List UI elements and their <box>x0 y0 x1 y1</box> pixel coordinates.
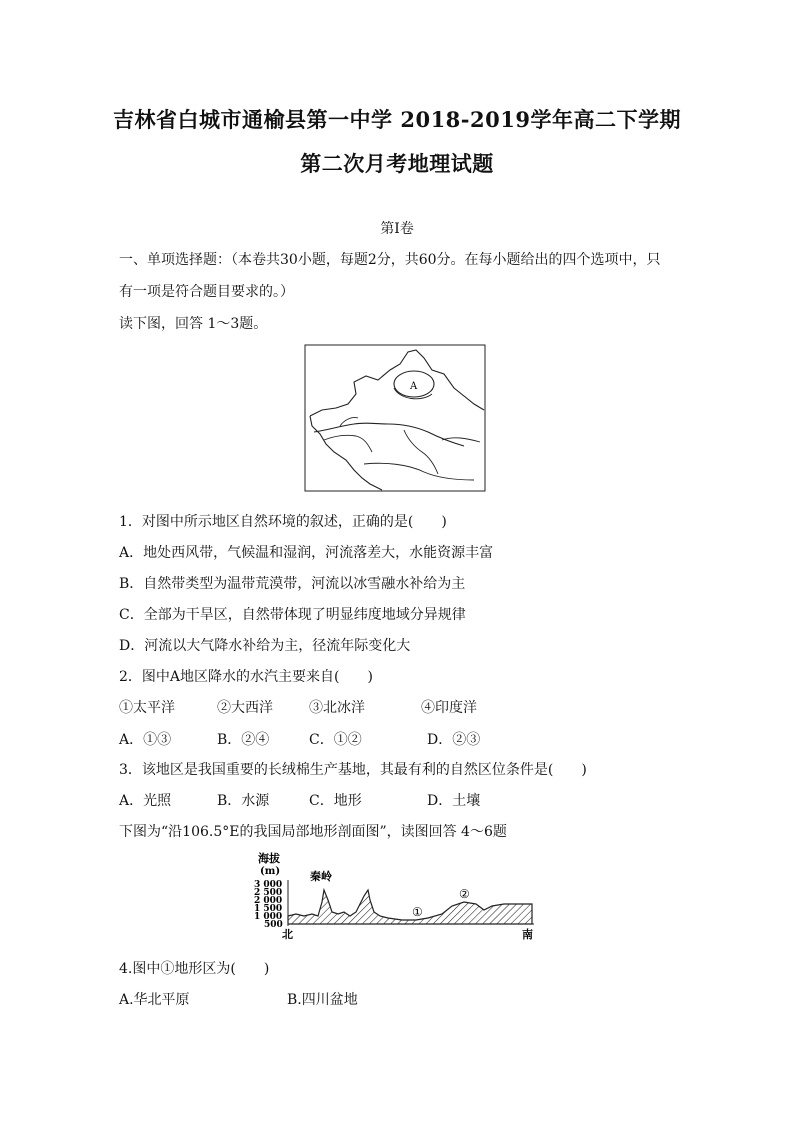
axis-title-unit: (m) <box>260 866 281 877</box>
question-3-option-a: A．光照 <box>119 793 172 809</box>
question-3-stem: 3．该地区是我国重要的长绒棉生产基地，其最有利的自然区位条件是( ) <box>119 762 587 778</box>
peak-label-qinling: 秦岭 <box>310 870 332 883</box>
tick-label-2000: 2 000 <box>254 896 283 906</box>
q2-item-1: ①太平洋 <box>119 700 175 716</box>
question-2-option-c: C．①② <box>309 732 362 748</box>
map-label-a: A <box>410 381 418 392</box>
document-title-line-2: 第二次月考地理试题 <box>300 151 494 176</box>
terrain-section <box>288 890 532 924</box>
question-1-option-a: A．地处西风带，气候温和湿润，河流落差大，水能资源丰富 <box>119 545 494 561</box>
question-2-option-b: B．②④ <box>217 732 270 748</box>
question-3-option-b: B．水源 <box>217 793 270 809</box>
question-4-option-b: B.四川盆地 <box>287 992 358 1008</box>
q2-item-3: ③北冰洋 <box>309 700 365 716</box>
tick-label-1500: 1 500 <box>254 904 283 914</box>
question-1-option-c: C．全部为干旱区，自然带体现了明显纬度地域分异规律 <box>119 607 466 623</box>
axis-title-altitude: 海拔 <box>258 852 280 865</box>
tick-label-2500: 2 500 <box>254 888 283 898</box>
question-1-option-d: D．河流以大气降水补给为主，径流年际变化大 <box>119 638 411 654</box>
question-4-stem: 4.图中①地形区为( ) <box>119 961 270 977</box>
question-1-stem: 1．对图中所示地区自然环境的叙述，正确的是( ) <box>119 514 447 530</box>
q2-item-4: ④印度洋 <box>421 700 477 716</box>
region-map <box>304 344 486 492</box>
terrain-profile <box>252 850 542 942</box>
question-2-option-a: A．①③ <box>119 732 172 748</box>
tick-label-1000: 1 000 <box>254 912 283 922</box>
question-2-stem: 2．图中A地区降水的水汽主要来自( ) <box>119 669 373 685</box>
label-north: 北 <box>282 928 293 941</box>
tick-label-500: 500 <box>264 920 283 930</box>
instructions-line-1: 一、单项选择题：（本卷共30小题，每题2分，共60分。在每小题给出的四个选项中，只 <box>119 252 661 268</box>
read-map-instruction: 读下图，回答 1～3题。 <box>119 316 268 332</box>
section-heading: 第Ⅰ卷 <box>380 221 414 237</box>
border-line <box>310 350 484 416</box>
marker-2: ② <box>459 887 470 901</box>
question-4-option-a: A.华北平原 <box>119 992 190 1008</box>
document-title-line-1: 吉林省白城市通榆县第一中学 2018-2019学年高二下学期 <box>113 107 681 132</box>
tick-label-3000: 3 000 <box>254 880 283 890</box>
profile-instruction: 下图为“沿106.5°E的我国局部地形剖面图”，读图回答 4～6题 <box>119 824 507 840</box>
question-2-option-d: D．②③ <box>427 732 481 748</box>
marker-1: ① <box>412 905 423 919</box>
question-3-option-c: C．地形 <box>309 793 362 809</box>
question-3-option-d: D．土壤 <box>427 793 481 809</box>
instructions-line-2: 有一项是符合题目要求的。） <box>119 284 294 300</box>
q2-item-2: ②大西洋 <box>217 700 273 716</box>
border-line-south <box>310 416 382 490</box>
river <box>314 423 464 446</box>
question-1-option-b: B．自然带类型为温带荒漠带，河流以冰雪融水补给为主 <box>119 576 466 592</box>
label-south: 南 <box>522 928 533 941</box>
region-map-figure <box>304 344 486 496</box>
terrain-profile-figure <box>252 850 542 946</box>
